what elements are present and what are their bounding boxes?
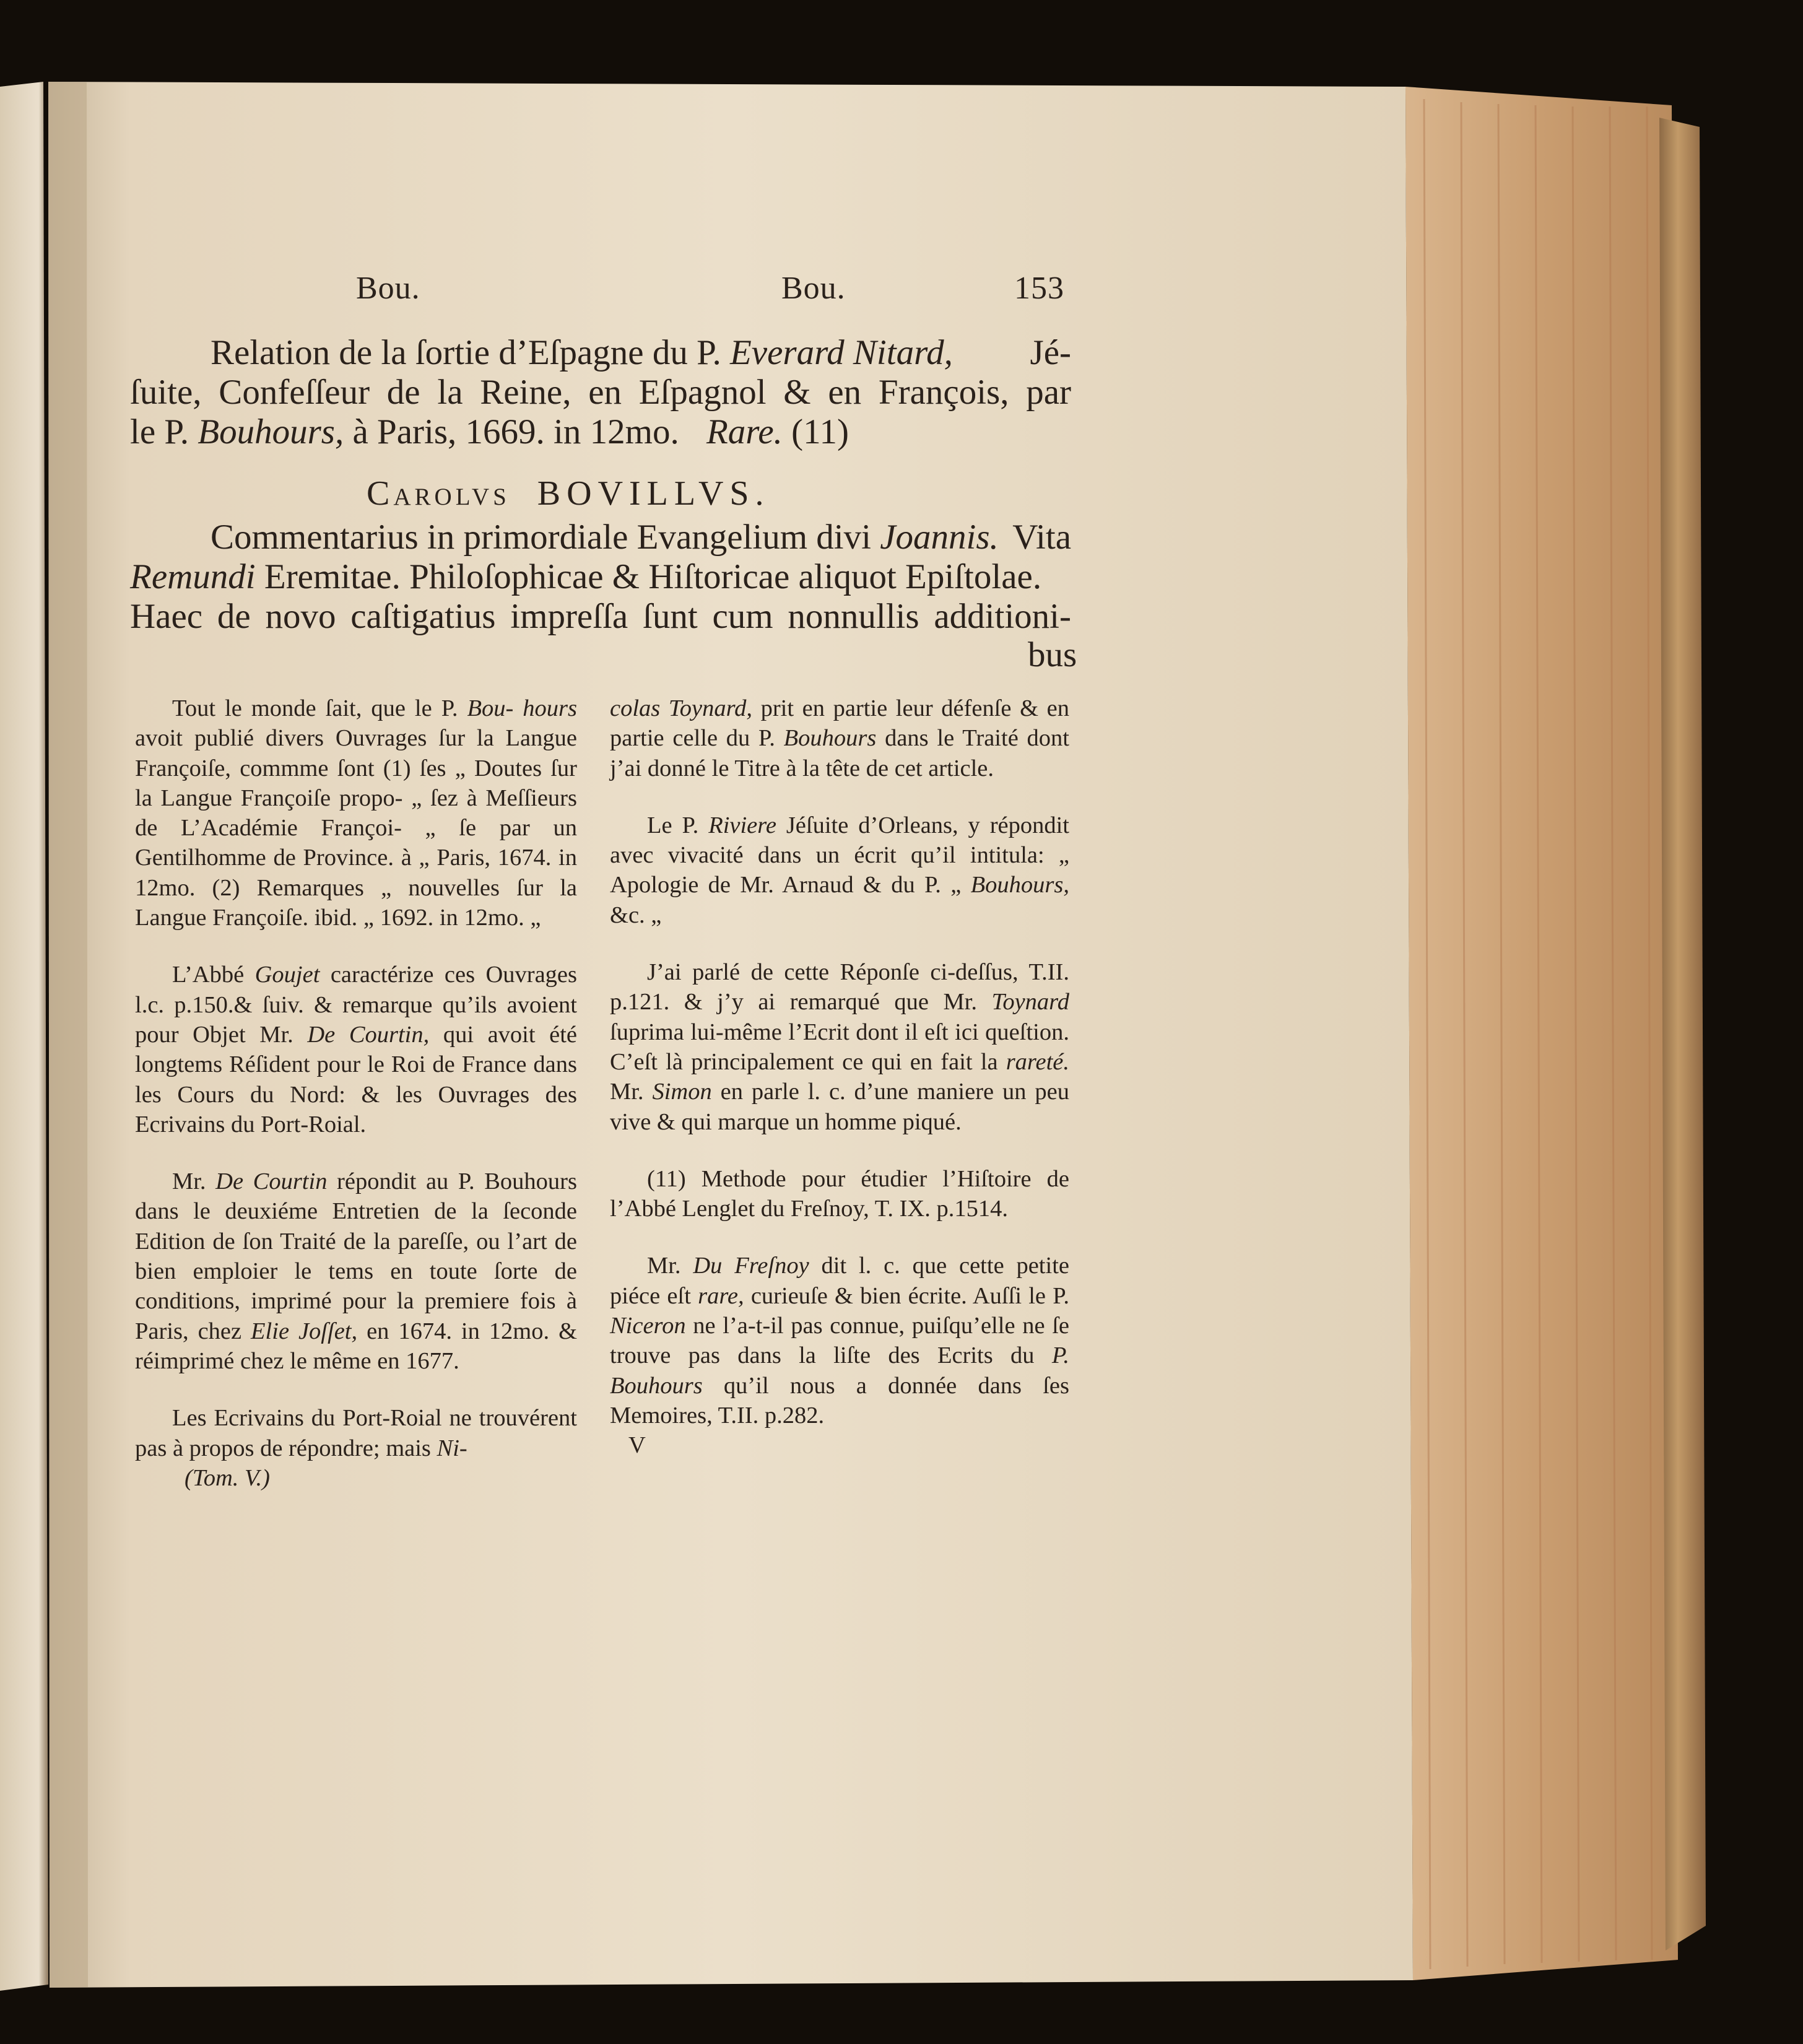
relation-line-2: ſuite, Confeſſeur de la Reine, en Eſpagnol & en François, par <box>130 373 1071 412</box>
bovillus-line-3: Haec de novo caſtigatius impreſſa ſunt cum nonnullis additioni- <box>130 597 1071 636</box>
footnote-11: (11) Methode pour étudier l’Hiſtoire de l’Abbé Lenglet du Freſnoy, T. IX. p.1514. <box>610 1165 1069 1222</box>
left-paragraph-4: Les Ecrivains du Port-Roial ne trouvérent pas à propos de répondre; mais Ni- <box>135 1405 577 1461</box>
bovillus-line-2 <box>130 557 1071 597</box>
author-name: Everard Nitard, <box>729 333 953 372</box>
left-paragraph-3: Mr. De Courtin répondit au P. Bouhours dans le deuxiéme Entretien de la ſeconde Edition de ſon Traité de la pareſſe, ou l’art de bien emploier le tems en toute ſorte de conditions, imprimé pour la premiere fois à Paris, chez Elie Joſſet, en 1674. in 12mo. & réimprimé chez le même en 1677. <box>135 1168 578 1374</box>
relation-line-1 <box>211 333 1071 373</box>
relation-text: Relation de la ſortie d’Eſpagne du P. <box>211 333 721 372</box>
rarity-mark: Rare. <box>706 412 783 451</box>
relation-text: Jé- <box>1030 333 1071 372</box>
heading-first-name: Carolvs <box>367 474 510 513</box>
right-column <box>610 694 1069 1461</box>
bovillus-line-1 <box>211 517 1071 557</box>
right-paragraph-1: colas Toynard, prit en partie leur défenſe & en partie celle du P. Bouhours dans le Traité dont j’ai donné le Titre à la tête de cet article. <box>610 695 1069 781</box>
heading-last-name: BOVILLVS. <box>537 474 770 513</box>
page-number: 153 <box>1014 271 1064 306</box>
catchword: V <box>628 1432 646 1459</box>
left-paragraph-2: L’Abbé Goujet caractérize ces Ouvrages l.c. p.150.& ſuiv. & remarque qu’ils avoient pour Objet Mr. De Courtin, qui avoit été longtems Réſident pour le Roi de France dans les Cours du Nord: & les Ouvrages des Ecrivains du Port-Roial. <box>135 962 578 1137</box>
note-reference: (11) <box>791 412 849 451</box>
relation-line-3 <box>130 412 991 452</box>
title-name: Remundi <box>130 557 256 596</box>
relation-text: à Paris, 1669. in 12mo. <box>352 412 679 451</box>
title-text: Vita <box>1012 518 1071 557</box>
title-text: Commentarius in primordiale Evangelium divi <box>211 518 871 557</box>
title-name: Joannis. <box>880 518 999 557</box>
entry-heading <box>367 474 770 513</box>
right-paragraph-2: Le P. Riviere Jéſuite d’Orleans, y répondit avec vivacité dans un écrit qu’il intitula: „ Apologie de Mr. Arnaud & du P. „ Bouhours, &c. „ <box>610 812 1070 928</box>
bovillus-line-4: bus <box>1028 635 1077 674</box>
right-paragraph-5: Mr. Du Freſnoy dit l. c. que cette petite piéce eſt rare, curieuſe & bien écrite. Auſſi le P. Niceron ne l’a-t-il pas connue, puiſqu’elle ne ſe trouve pas dans la liſte des Ecrits du P. Bouhours qu’il nous a donnée dans ſes Memoires, T.II. p.282. <box>610 1253 1069 1429</box>
right-paragraph-3: J’ai parlé de cette Réponſe ci-deſſus, T.II. p.121. & j’y ai remarqué que Mr. Toynard ſuprima lui-même l’Ecrit dont il eſt ici queſtion. C’eſt là principalement ce qui en fait la rareté. Mr. Simon en parle l. c. d’une maniere un peu vive & qui marque un homme piqué. <box>610 959 1069 1135</box>
relation-text: le P. <box>130 412 189 451</box>
left-column <box>135 694 577 1493</box>
running-head-left: Bou. <box>356 271 420 306</box>
title-text: Eremitae. Philoſophicae & Hiſtoricae aliquot Epiſtolae. <box>264 557 1042 596</box>
left-paragraph-1: Tout le monde ſait, que le P. Bou- hours avoit publié divers Ouvrages ſur la Langue Françoiſe, commme ſont (1) ſes „ Doutes ſur la Langue Françoiſe propo- „ ſez à Meſſieurs de L’Académie Françoi- „ ſe par un Gentilhomme de Province. à „ Paris, 1674. in 12mo. (2) Remarques „ nouvelles ſur la Langue Françoiſe. ibid. „ 1692. in 12mo. „ <box>135 695 578 931</box>
running-head-center: Bou. <box>781 271 846 306</box>
signature-mark: (Tom. V.) <box>185 1464 271 1491</box>
author-name: Bouhours, <box>198 412 344 451</box>
